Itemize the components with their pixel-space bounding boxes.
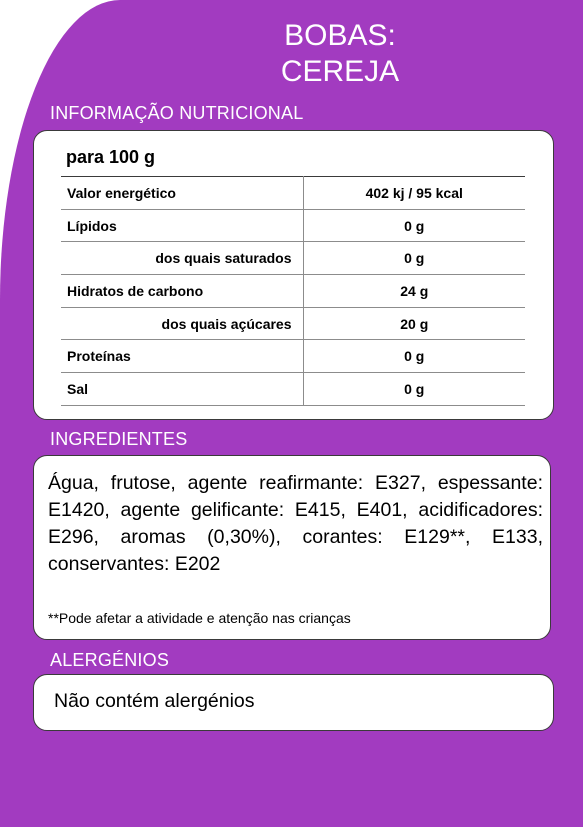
nutrient-value: 0 g [303,340,525,373]
nutrient-name: dos quais saturados [61,242,303,275]
nutrient-value: 0 g [303,242,525,275]
nutrient-name: Hidratos de carbono [61,275,303,308]
ingredients-panel [33,455,551,640]
table-row [61,275,525,308]
nutrition-heading: INFORMAÇÃO NUTRICIONAL [50,103,304,123]
nutrient-name: Lípidos [61,209,303,242]
nutrition-table [61,176,525,406]
table-row [61,307,525,340]
nutrient-value: 402 kj / 95 kcal [303,177,525,210]
product-title-line2: CEREJA [280,55,400,88]
allergens-heading: ALERGÉNIOS [50,650,170,670]
product-title-line1: BOBAS: [284,19,396,52]
nutrient-name: Valor energético [61,177,303,210]
per-100g-label: para 100 g [66,147,156,167]
ingredients-heading: INGREDIENTES [50,429,188,449]
table-row [61,177,525,210]
table-row [61,209,525,242]
nutrient-name: Sal [61,373,303,406]
table-row [61,340,525,373]
nutrition-panel [33,130,554,420]
table-row [61,373,525,406]
table-row [61,242,525,275]
nutrient-value: 20 g [303,307,525,340]
allergens-text: Não contém alergénios [54,690,255,712]
ingredients-text: Água, frutose, agente reafirmante: E327, espessante: E1420, agente gelificante: E415, E401, acidificadores: E296, aromas (0,30%), corantes: E129**, E133, conservantes: E202 [48,472,543,575]
allergens-panel [33,674,554,731]
ingredients-note: **Pode afetar a atividade e atenção nas crianças [48,610,351,626]
nutrient-name: dos quais açúcares [61,307,303,340]
nutrient-value: 0 g [303,373,525,406]
nutrient-name: Proteínas [61,340,303,373]
nutrient-value: 24 g [303,275,525,308]
product-title [140,18,540,90]
nutrient-value: 0 g [303,209,525,242]
